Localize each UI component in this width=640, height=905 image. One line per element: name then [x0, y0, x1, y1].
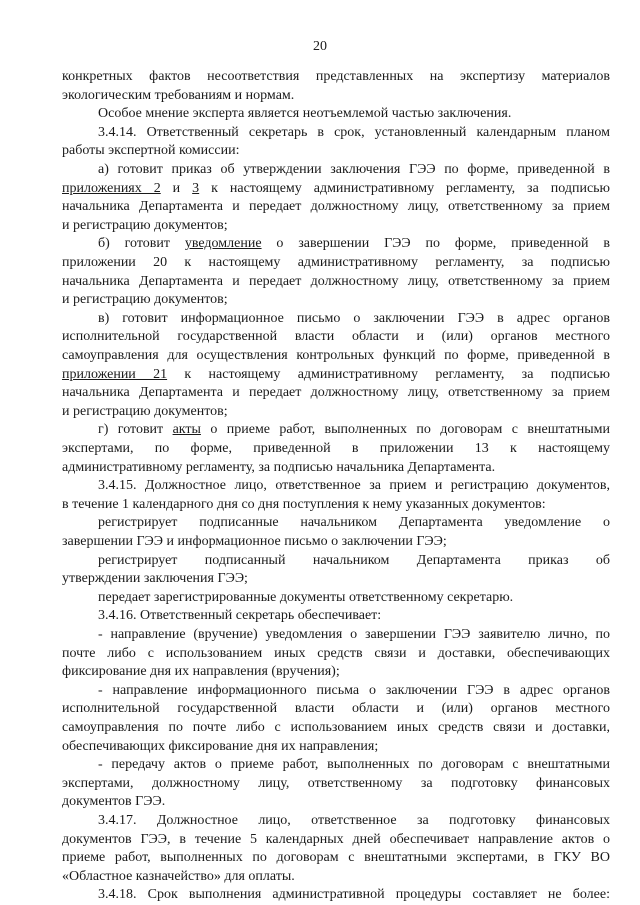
text-line	[62, 217, 610, 234]
text-segment: документов ГЭЭ, в течение 5 календарных дней обеспечивает направление актов о	[62, 831, 610, 847]
text-line	[62, 700, 610, 717]
text-line	[62, 384, 610, 401]
text-segment: почте либо с использованием иных средств связи и доставки, обеспечивающих	[62, 645, 610, 661]
text-line	[62, 682, 610, 699]
text-segment: о приеме работ, выполненных по договорам с внештатными	[200, 422, 610, 438]
text-line	[62, 738, 610, 755]
text-line	[62, 124, 610, 141]
text-line	[62, 645, 610, 662]
text-line	[62, 514, 610, 531]
text-line	[62, 291, 610, 308]
underlined-reference: приложениях 2	[62, 180, 161, 196]
text-segment: регистрирует подписанные начальником Департамента уведомление о	[98, 515, 610, 531]
text-segment: «Областное казначейство» для оплаты.	[62, 868, 295, 884]
text-line	[62, 626, 610, 643]
text-segment: экологическим требованиям и нормам.	[62, 87, 295, 103]
text-line	[62, 347, 610, 364]
text-segment: - передачу актов о приеме работ, выполненных по договорам с внештатными	[98, 757, 610, 773]
text-line	[62, 459, 610, 476]
text-segment: 3.4.15. Должностное лицо, ответственное за прием и регистрацию документов,	[98, 478, 610, 494]
text-line	[62, 198, 610, 215]
text-line	[62, 793, 610, 810]
text-line	[62, 421, 610, 438]
text-segment: фиксирование дня их направления (вручения);	[62, 664, 340, 680]
text-segment: регистрирует подписанный начальником Департамента приказ об	[98, 552, 610, 568]
text-segment: - направление информационного письма о заключении ГЭЭ в адрес органов	[98, 682, 610, 698]
text-line	[62, 310, 610, 327]
text-segment: - направление (вручение) уведомления о завершении ГЭЭ заявителю лично, по	[98, 627, 610, 642]
text-line	[62, 552, 610, 569]
text-segment: к настоящему административному регламенту, за подписью	[199, 180, 611, 196]
text-segment: и	[160, 180, 193, 196]
text-segment: передает зарегистрированные документы ответственному секретарю.	[98, 589, 514, 605]
text-line	[62, 775, 610, 792]
text-segment: 3.4.18. Срок выполнения административной процедуры составляет не более:	[98, 887, 610, 903]
text-line	[62, 496, 610, 513]
text-line	[62, 105, 610, 122]
text-segment: и регистрацию документов;	[62, 217, 228, 233]
text-line	[62, 68, 610, 85]
text-segment: административному регламенту, за подписью начальника Департамента.	[62, 459, 496, 475]
underlined-reference: акты	[172, 422, 201, 438]
text-segment: начальника Департамента и передает должностному лицу, ответственному за прием	[62, 199, 610, 215]
text-line	[62, 366, 610, 383]
text-segment: и регистрацию документов;	[62, 403, 228, 419]
text-line	[62, 756, 610, 773]
text-segment: 3.4.17. Должностное лицо, ответственное за подготовку финансовых	[98, 813, 610, 828]
text-line	[62, 273, 610, 290]
text-segment: о завершении ГЭЭ по форме, приведенной в	[261, 236, 610, 252]
text-segment: самоуправления для осуществления контрольных функций по форме, приведенной в	[62, 348, 610, 363]
text-line	[62, 831, 610, 848]
text-line	[62, 886, 610, 903]
text-segment: б) готовит	[98, 236, 185, 252]
text-line	[62, 142, 610, 159]
text-segment: исполнительной государственной власти области и (или) органов местного	[62, 701, 610, 717]
text-line	[62, 180, 610, 197]
text-segment: документов ГЭЭ.	[62, 794, 166, 810]
text-segment: 3.4.16. Ответственный секретарь обеспечивает:	[98, 608, 382, 624]
text-segment: начальника Департамента и передает должностному лицу, ответственному за прием	[62, 385, 610, 401]
text-segment: а) готовит приказ об утверждении заключения ГЭЭ по форме, приведенной в	[98, 162, 610, 177]
text-line	[62, 663, 610, 680]
underlined-reference: уведомление	[184, 236, 262, 252]
text-line	[62, 235, 610, 252]
text-line	[62, 607, 610, 624]
text-line	[62, 868, 610, 885]
text-segment: исполнительной государственной власти области и (или) органов местного	[62, 329, 610, 345]
text-segment: экспертами, должностному лицу, ответственному за подготовку финансовых	[62, 775, 610, 791]
underlined-reference: 3	[192, 180, 200, 196]
text-line	[62, 812, 610, 829]
text-segment: конкретных фактов несоответствия представленных на экспертизу материалов	[62, 69, 610, 84]
text-segment: начальника Департамента и передает должностному лицу, ответственному за прием	[62, 273, 610, 289]
text-segment: к настоящему административному регламенту, за подписью	[167, 366, 610, 382]
text-line	[62, 533, 610, 550]
text-line	[62, 328, 610, 345]
text-line	[62, 87, 610, 104]
text-segment: приложении 20 к настоящему административному регламенту, за подписью	[62, 255, 610, 270]
text-segment: в течение 1 календарного дня со дня поступления к нему указанных документов:	[62, 496, 546, 512]
text-segment: г) готовит	[98, 422, 173, 438]
text-line	[62, 589, 610, 606]
text-segment: завершении ГЭЭ и информационное письмо о заключении ГЭЭ;	[62, 534, 447, 549]
text-segment: приеме работ, выполненных по договорам с внештатными экспертами, в ГКУ ВО	[62, 850, 610, 866]
text-segment: обеспечивающих фиксирование дня их направления;	[62, 738, 379, 754]
underlined-reference: приложении 21	[62, 366, 168, 382]
text-segment: утверждении заключения ГЭЭ;	[62, 571, 248, 587]
page-number: 20	[313, 39, 327, 54]
text-segment: и регистрацию документов;	[62, 292, 228, 308]
text-line	[62, 849, 610, 866]
text-segment: в) готовит информационное письмо о заключении ГЭЭ в адрес органов	[98, 310, 610, 326]
text-segment: 3.4.14. Ответственный секретарь в срок, установленный календарным планом	[98, 124, 610, 140]
text-line	[62, 440, 610, 457]
text-line	[62, 570, 610, 587]
text-segment: Особое мнение эксперта является неотъемлемой частью заключения.	[98, 106, 512, 122]
text-segment: экспертами, по форме, приведенной в приложении 13 к настоящему	[62, 441, 610, 456]
text-line	[62, 254, 610, 271]
text-line	[62, 161, 610, 178]
text-segment: работы экспертной комиссии:	[62, 143, 240, 159]
text-segment: самоуправления по почте либо с использованием иных средств связи и доставки,	[62, 720, 610, 735]
text-line	[62, 477, 610, 494]
text-line	[62, 719, 610, 736]
text-line	[62, 403, 610, 420]
